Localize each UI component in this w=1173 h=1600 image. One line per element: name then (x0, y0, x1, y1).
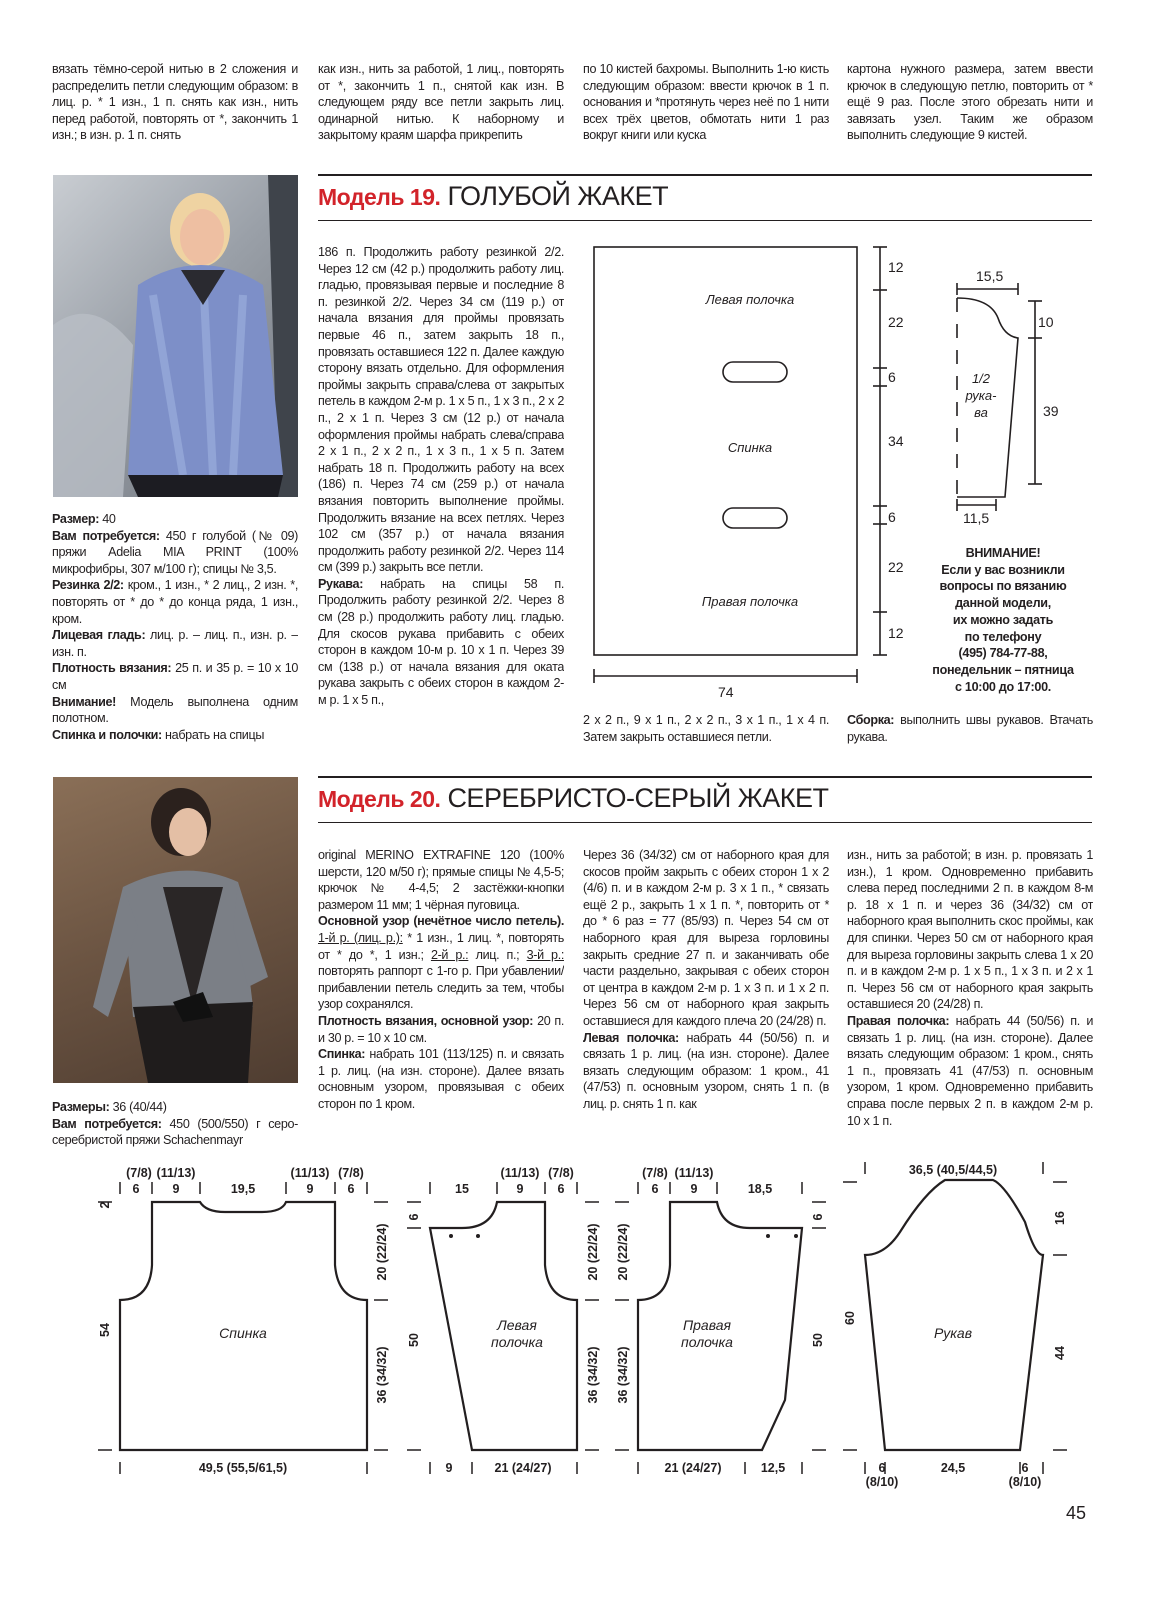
dim-label: 36 (34/32) (375, 1346, 389, 1404)
dim-label: 6 (651, 1182, 659, 1196)
model-20-column-3: Через 36 (34/32) см от наборного края для скосов пройм закрыть с обеих сторон 1 х 2 (4/6) п. и в каждом 2-м р. 3 х 1 п., * связать ещё 2 р., закрыть 1 х 1 п. *, повторить от * до * 6 раз = 77 (85/93) п. Через 54 см от наборного края для выреза горловины закрыть средние 27 п. и заканчивать обе части раздельно, закрывая с обеих сторон от центра в каждом 2-м р. 1 х 3 п. и 1 х 2 п. Через 56 см от наборного края закрыть оставшиеся для каждого плеча 20 (24/28) п. Левая полочка: набрать 44 (50/56) п. и связать 1 р. лиц. (на изн. стороне). Далее вязать следующим образом: 1 кром., 41 (47/53) п. основным узором, снять 1 п. (в лиц. р. снять 1 п. как (583, 848, 829, 1111)
dim-label: (7/8) (338, 1166, 364, 1180)
half-sleeve-label: 1/2 (971, 371, 991, 386)
half-sleeve-label: рука- (965, 388, 997, 403)
dim-label: 9 (690, 1182, 698, 1196)
model-20-schematics (0, 1155, 1173, 1500)
half-sleeve-label: ва (974, 405, 988, 420)
model-20-photo (53, 777, 298, 1083)
dim-label: 21 (24/27) (494, 1461, 552, 1475)
dim-label: (7/8) (548, 1166, 574, 1180)
width-dim: 74 (718, 684, 734, 700)
armhole-slot-top (723, 362, 787, 382)
spec-sizes: Размеры: 36 (40/44) (52, 1100, 167, 1114)
model-20-column-4: изн., нить за работой; в изн. р. провязать 1 изн.), 1 кром. Одновременно прибавить слева перед последними 2 п. в каждом 8-м р. 18 х 1 п. и через 36 (34/32) см от наборного края выполнить скос проймы, как для спинки. Через 50 см от наборного края для выреза горловины закрыть слева 1 х 20 п. и в каждом 2-м р. 1 х 5 п., 1 х 3 п. и 2 х 1 п. Через 56 см от наборного края закрыть оставшиеся 20 (24/28) п. Правая полочка: набрать 44 (50/56) п. и связать 1 р. лиц. (на изн. стороне). Далее вязать следующим образом: 1 кром., снять 1 п., провязать 41 (47/53) п. основным узором, 1 кром. Одновременно прибавить справа после первых 2 п. в каждом 2-м р. 10 х 1 п. (847, 848, 1093, 1128)
spec-materials: Вам потребуется: 450 (500/550) г серо-серебристой пряжи Schachenmayr (52, 1116, 298, 1148)
attention-notice: ВНИМАНИЕ! Если у вас возникли вопросы по вязанию данной модели, их можно задать по телефону (495) 784-77-88, понедельник – пятница с 10:00 до 17:00. (905, 545, 1101, 695)
dim-label: 9 (445, 1461, 453, 1475)
dim-label: (7/8) (126, 1166, 152, 1180)
height-dim: 22 (888, 559, 904, 575)
spec-size: Размер: 40 (52, 512, 116, 526)
dim-label: 36,5 (40,5/44,5) (908, 1163, 998, 1177)
dim-label: 18,5 (747, 1182, 773, 1196)
dim-label: 49,5 (55,5/61,5) (198, 1461, 288, 1475)
dim-label: (11/13) (290, 1166, 330, 1180)
dim-label: (11/13) (674, 1166, 714, 1180)
height-dim: 34 (888, 433, 904, 449)
height-dim: 6 (888, 369, 896, 385)
intro-column-3: по 10 кистей бахромы. Выполнить 1-ю кисть следующим образом: ввести крючок в 1 п. основания и *протянуть через неё по 1 нити всех трёх цветов, обмотать нити 1 раз вокруг книги или куска (583, 62, 829, 143)
dim-label: 6 (347, 1182, 355, 1196)
model-20-header (318, 776, 1092, 823)
instructions-body: 186 п. Продолжить работу резинкой 2/2. Через 12 см (42 р.) продолжить работу лиц. гладью, провязывая первые и последние 8 п. резинкой 2/2. Через 34 см (119 р.) от начала вязания для проймы провязать первые 46 п., затем закрыть 18 п., провязать оставшиеся 122 п. Далее каждую сторону вязать отдельно. Для оформления проймы закрыть справа/слева от закрытых петель в каждом 2-м р. 1 х 5 п., 1 х 3 п., 2 х 2 п., 2 х 1 п. Через 3 см (12 р.) от начала оформления проймы набрать слева/справа 2 х 1 п., 2 х 2 п., 1 х 3 п., 1 х 5 п. Затем набрать 18 п. Продолжить работу на всех (186) п. Через 74 см (259 р.) от начала вязания повторить выполнение проймы. Продолжить вязание на всех петлях. Через 102 см (357 р.) от начала вязания продолжить работу резинкой 2/2. Через 114 см (399 р.) закрыть все петли. (318, 245, 564, 575)
dim-label: 16 (1053, 1211, 1067, 1225)
dim-label: 44 (1053, 1346, 1067, 1360)
spec-materials: Вам потребуется: 450 г голубой (№ 09) пряжи Adelia MIA PRINT (100% микрофибры, 307 м/100 г); спицы № 3,5. (52, 528, 298, 576)
phone-number: (495) 784-77-88, (958, 646, 1048, 661)
spec-back-fronts: Спинка и полочки: набрать на спицы (52, 727, 265, 742)
label-left-front: Левая полочка (705, 292, 795, 307)
height-dim: 6 (888, 509, 896, 525)
label-left-front: полочка (491, 1334, 543, 1350)
dim-label: (7/8) (642, 1166, 668, 1180)
label-right-front: Правая полочка (701, 594, 799, 609)
spec-gauge: Плотность вязания: 25 п. и 35 р. = 10 х 10 см (52, 661, 298, 692)
dim-label: 6 (811, 1213, 825, 1221)
model-19-sleeve-end: 2 х 2 п., 9 х 1 п., 2 х 2 п., 3 х 1 п., 1 х 4 п. Затем закрыть оставшиеся петли. (583, 713, 829, 744)
dim-label: 21 (24/27) (664, 1461, 722, 1475)
dim-label: 50 (407, 1333, 421, 1347)
spec-stockinette: Лицевая гладь: лиц. р. – лиц. п., изн. р. – изн. п. (52, 628, 298, 659)
dim-label: 2 (98, 1201, 112, 1209)
spec-note: Внимание! Модель выполнена одним полотном. (52, 694, 298, 726)
dim-label: 19,5 (230, 1182, 256, 1196)
model-19-photo (53, 175, 298, 497)
model-20-title: СЕРЕБРИСТО-СЕРЫЙ ЖАКЕТ (447, 783, 829, 813)
instructions-sleeves: Рукава: набрать на спицы 58 п. Продолжить работу резинкой 2/2. Через 8 см (28 р.) продолжить работу лиц. гладью. Для скосов рукава прибавить с обеих сторон в каждом 10-м р. 10 х 1 п. Через 39 см (138 р.) от начала вязания для оката рукава закрыть с обеих сторон в каждом 2-м р. 1 х 5 п., (318, 576, 564, 708)
dim-label: 36 (34/32) (616, 1346, 630, 1404)
model-20-column-2: original MERINO EXTRAFINE 120 (100% шерсти, 120 м/50 г); прямые спицы № 4,5-5; крючок № 4-4,5; 2 застёжки-кнопки размером 11 мм; 1 чёрная пуговица. Основной узор (нечётное число петель). 1-й р. (лиц. р.): * 1 изн., 1 лиц. *, повторять от * до *, 1 изн.; 2-й р.: лиц. п.; 3-й р.: повторять раппорт с 1-го р. При убавлении/прибавлении петель следить за тем, чтобы узор сохранялся. Плотность вязания, основной узор: 20 п. и 30 р. = 10 х 10 см. Спинка: набрать 101 (113/125) п. и связать 1 р. лиц. (на изн. стороне). Далее вязать основным узором, провязывая с обеих сторон по 1 кром. (318, 848, 564, 1111)
model-19-title: ГОЛУБОЙ ЖАКЕТ (447, 181, 669, 211)
model-20-photo-illustration (53, 777, 298, 1083)
height-dim: 22 (888, 314, 904, 330)
dim-label: 9 (516, 1182, 524, 1196)
dim-label: (8/10) (1008, 1475, 1042, 1489)
height-dim: 12 (888, 625, 904, 641)
dim-label: 9 (306, 1182, 314, 1196)
model-19-specs (52, 511, 298, 751)
model-20-specs (52, 1099, 298, 1149)
dim-label: (11/13) (500, 1166, 540, 1180)
dim-label: 6 (132, 1182, 140, 1196)
intro-column-2: как изн., нить за работой, 1 лиц., повторять от *, закончить 1 п., снятой как изн. В следующем ряду все петли закрыть лиц. одинарной нитью. К наборному и закрытому краям шарфа прикрепить (318, 62, 564, 143)
model-19-instructions (318, 244, 564, 749)
label-left-front: Левая (497, 1317, 537, 1333)
armhole-slot-bottom (723, 508, 787, 528)
dim-label: 6 (557, 1182, 565, 1196)
model-20-number: Модель 20. (318, 786, 441, 812)
dim-label: 20 (22/24) (375, 1223, 389, 1281)
label-right-front: Правая (683, 1317, 731, 1333)
dim-label: 50 (811, 1333, 825, 1347)
dim-label: 36 (34/32) (586, 1346, 600, 1404)
dim-label: (8/10) (865, 1475, 899, 1489)
left-front-instructions: Левая полочка: набрать 44 (50/56) п. и связать 1 р. лиц. (на изн. стороне). Далее вязать следующим образом: 1 кром., 41 (47/53) п. основным узором, снять 1 п. (в лиц. р. снять 1 п. как (583, 1030, 829, 1111)
sleeve-cap-dim: 10 (1038, 314, 1054, 330)
spec-rib: Резинка 2/2: кром., 1 изн., * 2 лиц., 2 изн. *, повторять от * до * до конца ряда, 1 изн., кром. (52, 578, 298, 626)
model-19-header (318, 174, 1092, 221)
model-19-number: Модель 19. (318, 184, 441, 210)
sleeve-top-dim: 15,5 (976, 268, 1004, 284)
dim-label: 24,5 (940, 1461, 966, 1475)
label-back: Спинка (219, 1325, 267, 1341)
gauge: Плотность вязания, основной узор: 20 п. и 30 р. = 10 х 10 см. (318, 1013, 564, 1045)
dim-label: 12,5 (760, 1461, 786, 1475)
model-19-photo-illustration (53, 175, 298, 497)
intro-column-1: вязать тёмно-серой нитью в 2 сложения и распределить петли следующим образом: в лиц. р. * 1 изн., 1 п. снять как изн., нить перед работой, повторять от *, закончить 1 изн.; в изн. р. 1 п. снять (52, 62, 298, 143)
dim-label: 54 (98, 1323, 112, 1337)
label-back: Спинка (727, 440, 773, 455)
dim-label: 6 (878, 1461, 886, 1475)
dim-label: 15 (455, 1182, 469, 1196)
dim-label: 6 (407, 1213, 421, 1221)
model-19-assembly: Сборка: выполнить швы рукавов. Втачать рукава. (847, 713, 1093, 744)
right-front-instructions: Правая полочка: набрать 44 (50/56) п. и связать 1 р. лиц. (на изн. стороне). Далее вязать следующим образом: 1 кром., снять 1 п., провязать 41 (47/53) п. основным узором, 1 кром. Одновременно прибавить справа после первых 2 п. в каждом 2-м р. 10 х 1 п. (847, 1013, 1093, 1128)
dim-label: 9 (172, 1182, 180, 1196)
intro-column-4: картона нужного размера, затем ввести крючок в следующую петлю, повторить от * ещё 9 раз. После этого обрезать нити и завязать узел. Таким же образом выполнить следующие 9 кистей. (847, 62, 1093, 143)
main-pattern: Основной узор (нечётное число петель). 1-й р. (лиц. р.): * 1 изн., 1 лиц. *, повторять от * до *, 1 изн.; 2-й р.: лиц. п.; 3-й р.: повторять раппорт с 1-го р. При убавлении/прибавлении петель следить за тем, чтобы узор сохранялся. (318, 914, 564, 1012)
dim-label: (11/13) (156, 1166, 196, 1180)
sleeve-length-dim: 39 (1043, 403, 1059, 419)
label-right-front: полочка (681, 1334, 733, 1350)
sleeve-outline (865, 1180, 1043, 1450)
dim-label: 60 (843, 1311, 857, 1325)
sleeve-bottom-dim: 11,5 (963, 510, 990, 526)
height-dim: 12 (888, 259, 904, 275)
dim-label: 20 (22/24) (616, 1223, 630, 1281)
back-instructions: Спинка: набрать 101 (113/125) п. и связать 1 р. лиц. (на изн. стороне). Далее вязать основным узором, провязывая с обеих сторон по 1 кром. (318, 1047, 564, 1111)
page-number: 45 (1066, 1503, 1087, 1523)
dim-label: 6 (1021, 1461, 1029, 1475)
dim-label: 20 (22/24) (586, 1223, 600, 1281)
label-sleeve: Рукав (933, 1325, 973, 1341)
